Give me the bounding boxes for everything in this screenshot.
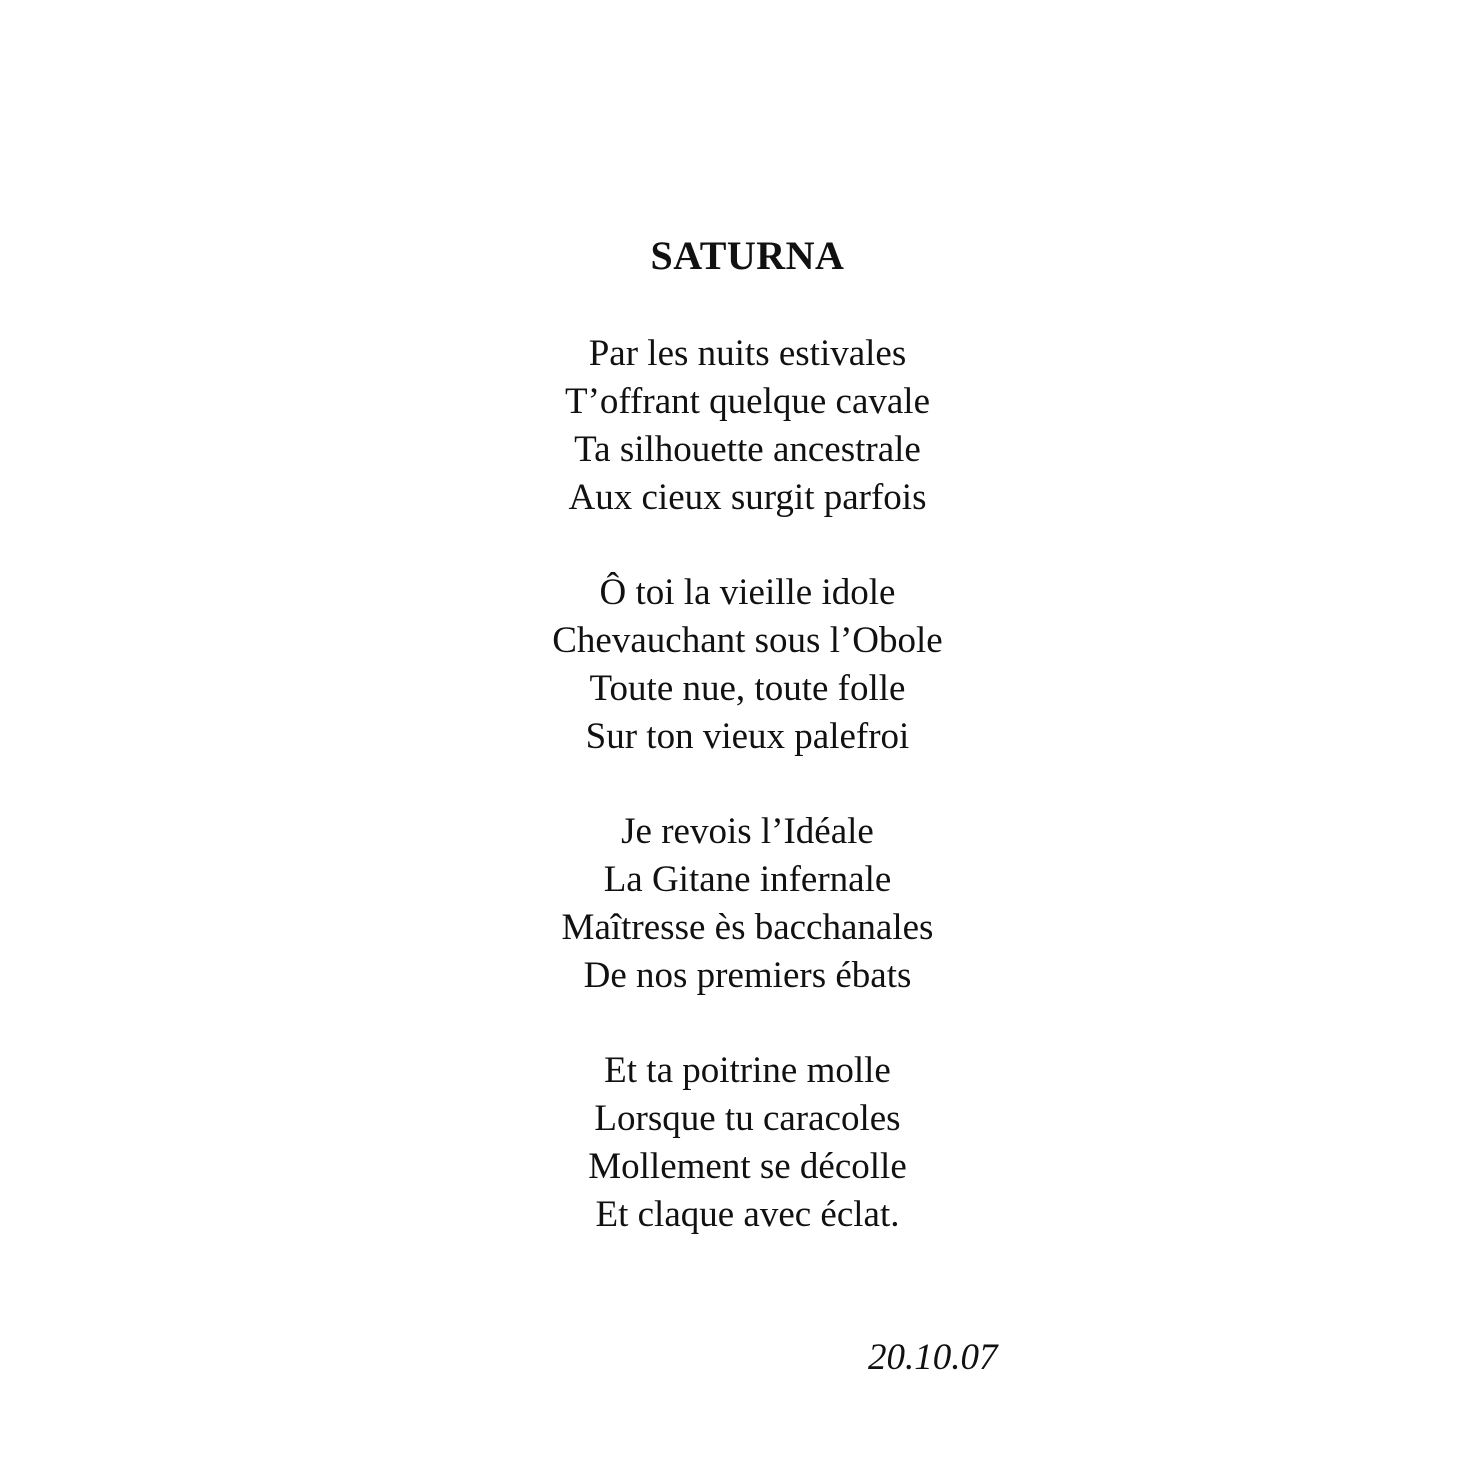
- stanza-2: [0, 569, 1465, 761]
- verse-line: Mollement se décolle: [588, 1146, 907, 1187]
- verse-line: Et claque avec éclat.: [595, 1194, 900, 1235]
- verse-line: Ta silhouette ancestrale: [574, 429, 921, 470]
- verse-line: Et ta poitrine molle: [604, 1050, 891, 1091]
- poem-title: SATURNA: [650, 233, 845, 278]
- verse-line: Chevauchant sous l’Obole: [552, 620, 943, 661]
- stanza-1: [0, 330, 1465, 522]
- verse-line: Maîtresse ès bacchanales: [561, 907, 934, 948]
- poem-date: 20.10.07: [868, 1337, 998, 1378]
- verse-line: Ô toi la vieille idole: [599, 572, 896, 613]
- verse-line: De nos premiers ébats: [583, 955, 912, 996]
- verse-line: Je revois l’Idéale: [621, 811, 874, 852]
- verse-line: La Gitane infernale: [603, 859, 892, 900]
- verse-line: T’offrant quelque cavale: [564, 381, 930, 422]
- verse-line: Toute nue, toute folle: [589, 668, 906, 709]
- verse-line: Par les nuits estivales: [588, 333, 907, 374]
- verse-line: Sur ton vieux palefroi: [585, 716, 910, 757]
- stanza-4: [0, 1047, 1465, 1239]
- stanza-3: [0, 808, 1465, 1000]
- verse-line: Lorsque tu caracoles: [594, 1098, 901, 1139]
- verse-line: Aux cieux surgit parfois: [568, 477, 927, 518]
